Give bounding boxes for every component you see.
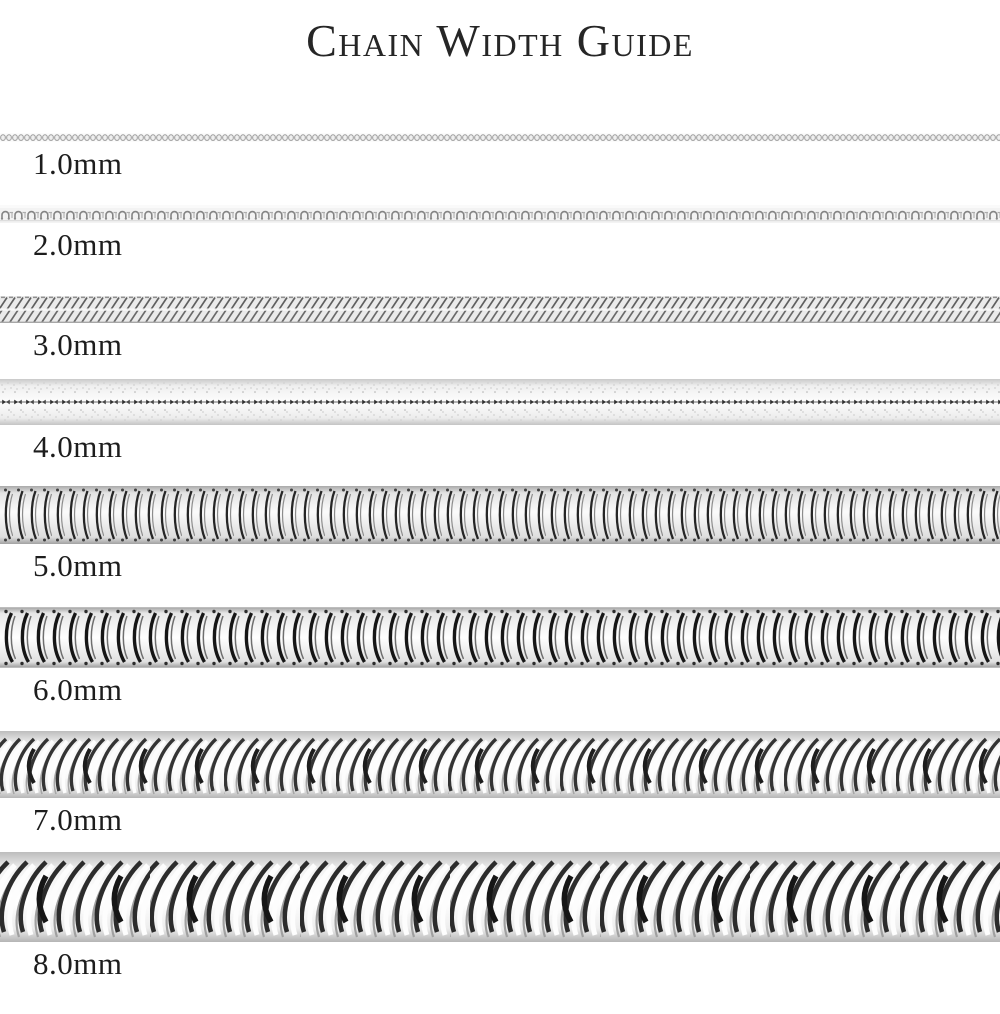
chain-row <box>0 205 1000 261</box>
chain-width-label: 4.0mm <box>33 429 123 464</box>
chain-row <box>0 731 1000 836</box>
chain-width-label: 5.0mm <box>33 548 123 583</box>
chain-row <box>0 133 1000 180</box>
snake-chain-fine-photo <box>0 296 1000 323</box>
chain-row <box>0 379 1000 463</box>
chain-width-label: 6.0mm <box>33 672 123 707</box>
chain-width-label: 3.0mm <box>33 327 123 362</box>
chain-row <box>0 607 1000 706</box>
chain-row <box>0 852 1000 980</box>
chain-row <box>0 296 1000 361</box>
box-chain-fine-photo <box>0 133 1000 142</box>
chain-width-label: 7.0mm <box>33 802 123 837</box>
snake-chain-bold-photo <box>0 607 1000 668</box>
page-title: Chain Width Guide <box>306 15 694 66</box>
chain-list <box>0 133 1000 980</box>
chain-width-label: 2.0mm <box>33 227 123 262</box>
rope-chain-large-photo <box>0 852 1000 942</box>
box-chain-photo <box>0 205 1000 223</box>
chain-width-label: 1.0mm <box>33 146 123 181</box>
snake-chain-photo <box>0 379 1000 425</box>
snake-chain-medium-photo <box>0 486 1000 544</box>
chain-row <box>0 486 1000 582</box>
rope-chain-photo <box>0 731 1000 798</box>
chain-width-label: 8.0mm <box>33 946 123 981</box>
chain-width-guide-page <box>0 14 1000 1014</box>
